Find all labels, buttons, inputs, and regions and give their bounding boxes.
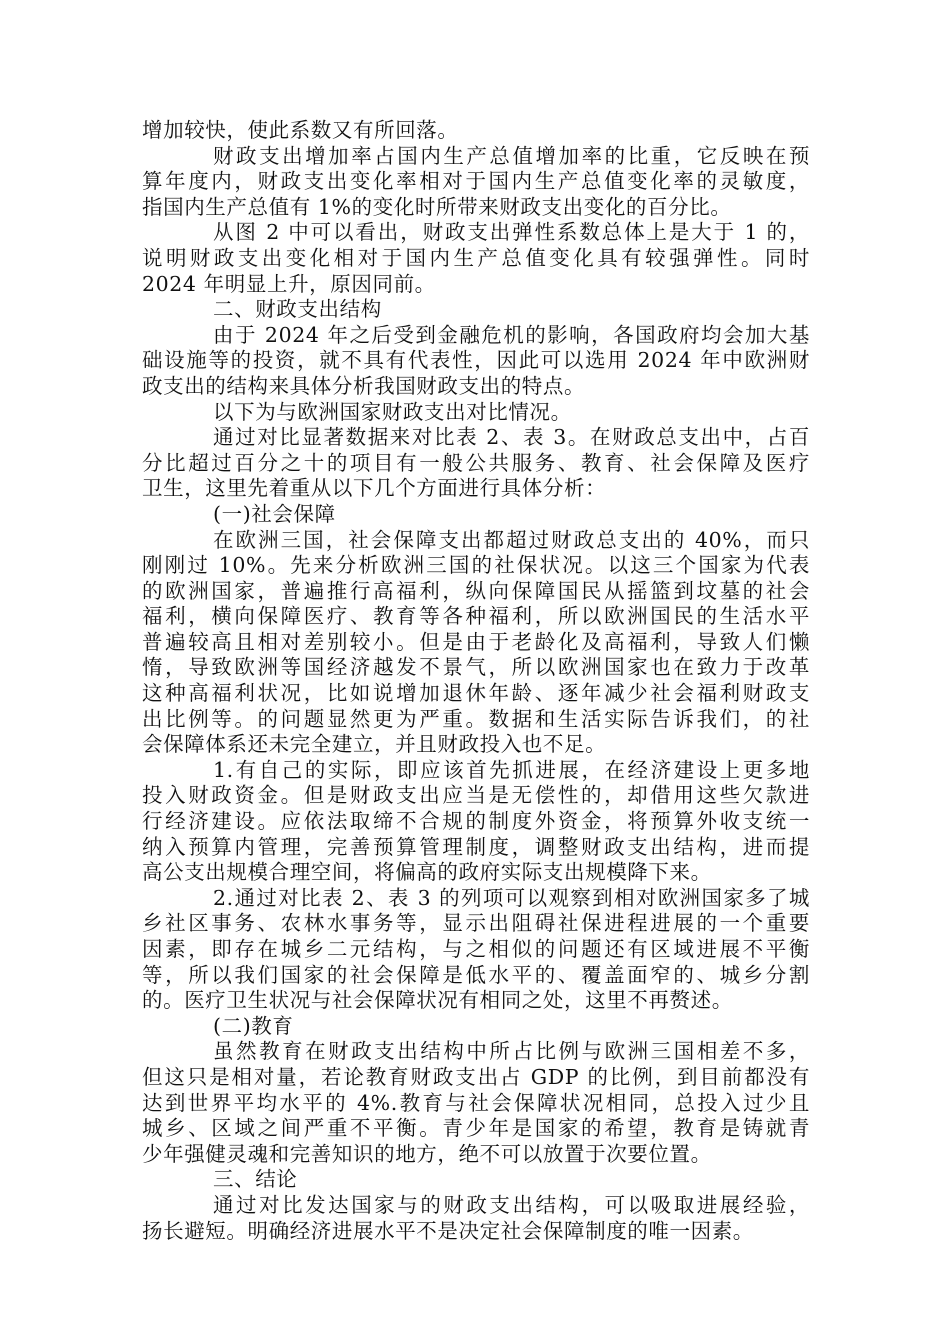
text-line: 刚刚过 10%。先来分析欧洲三国的社保状况。以这三个国家为代表 [142,553,810,578]
text-line: 卫生，这里先着重从以下几个方面进行具体分析： [142,476,607,501]
paragraph-continuation [142,118,810,144]
text-line: 说明财政支出变化相对于国内生产总值变化具有较强弹性。同时 [142,245,810,270]
section-heading-2 [142,297,810,323]
text-line: 达到世界平均水平的 4%.教育与社会保障状况相同，总投入过少且 [142,1090,810,1115]
paragraph-social-security [142,528,810,758]
text-line: 础设施等的投资，就不具有代表性，因此可以选用 2024 年中欧洲财 [142,348,810,373]
paragraph-conclusion [142,1193,810,1244]
paragraph-expenditure-ratio [142,144,810,221]
text-line: 以下为与欧洲国家财政支出对比情况。 [213,399,572,424]
text-line: 通过对比显著数据来对比表 2、表 3。在财政总支出中，占百 [213,425,810,450]
text-line: 分比超过百分之十的项目有一般公共服务、教育、社会保障及医疗 [142,450,810,475]
heading-text: (二)教育 [213,1013,294,1038]
document-body [142,118,810,1244]
text-line: 惰，导致欧洲等国经济越发不景气，所以欧洲国家也在致力于改革 [142,655,810,680]
heading-text: (一)社会保障 [213,501,336,526]
text-line: 指国内生产总值有 1%的变化时所带来财政支出变化的百分比。 [142,194,732,219]
text-line: 通过对比发达国家与的财政支出结构，可以吸取进展经验， [213,1192,810,1217]
subsection-heading-social-security [142,502,810,528]
paragraph-table-comparison [142,425,810,502]
text-line: 等，所以我们国家的社会保障是低水平的、覆盖面窄的、城乡分割 [142,962,810,987]
paragraph-point-2 [142,886,810,1014]
text-line: 行经济建设。应依法取缔不合规的制度外资金，将预算外收支统一 [142,809,810,834]
subsection-heading-education [142,1014,810,1040]
text-line: 由于 2024 年之后受到金融危机的影响，各国政府均会加大基 [213,322,810,347]
paragraph-point-1 [142,758,810,886]
text-line: 算年度内，财政支出变化率相对于国内生产总值变化率的灵敏度， [142,169,810,194]
text-line: 从图 2 中可以看出，财政支出弹性系数总体上是大于 1 的， [213,220,810,245]
paragraph-comparison-intro [142,400,810,426]
section-heading-3 [142,1167,810,1193]
text-line: 纳入预算内管理，完善预算管理制度，调整财政支出结构，进而提 [142,834,810,859]
paragraph-figure-2 [142,220,810,297]
text-line: 会保障体系还未完全建立，并且财政投入也不足。 [142,732,607,757]
text-line: 投入财政资金。但是财政支出应当是无偿性的，却借用这些欠款进 [142,783,810,808]
text-line: 2024 年明显上升，原因同前。 [142,271,436,296]
heading-text: 二、财政支出结构 [213,297,382,322]
text-line: 在欧洲三国，社会保障支出都超过财政总支出的 40%，而只 [213,527,810,552]
text-line: 这种高福利状况，比如说增加退休年龄、逐年减少社会福利财政支 [142,681,810,706]
text-line: 1.有自己的实际，即应该首先抓进展，在经济建设上更多地 [213,757,810,782]
text-line: 2.通过对比表 2、表 3 的列项可以观察到相对欧洲国家多了城 [213,885,810,910]
text-line: 扬长避短。明确经济进展水平不是决定社会保障制度的唯一因素。 [142,1218,754,1243]
text-line: 城乡、区域之间严重不平衡。青少年是国家的希望，教育是铸就青 [142,1116,810,1141]
text-line: 财政支出增加率占国内生产总值增加率的比重，它反映在预 [213,143,810,168]
text-line: 乡社区事务、农林水事务等，显示出阻碍社保进程进展的一个重要 [142,911,810,936]
text-line: 少年强健灵魂和完善知识的地方，绝不可以放置于次要位置。 [142,1141,712,1166]
text-line: 福利，横向保障医疗、教育等各种福利，所以欧洲国民的生活水平 [142,604,810,629]
text-line: 高公支出规模合理空间，将偏高的政府实际支出规模降下来。 [142,860,712,885]
text-line: 的。医疗卫生状况与社会保障状况有相同之处，这里不再赘述。 [142,988,733,1013]
text-line: 政支出的结构来具体分析我国财政支出的特点。 [142,373,586,398]
text-line: 因素，即存在城乡二元结构，与之相似的问题还有区域进展不平衡 [142,937,810,961]
text-line: 虽然教育在财政支出结构中所占比例与欧洲三国相差不多， [213,1039,810,1064]
text-line: 普遍较高且相对差别较小。但是由于老龄化及高福利，导致人们懒 [142,629,810,654]
text-line: 但这只是相对量，若论教育财政支出占 GDP 的比例，到目前都没有 [142,1064,810,1089]
text-line: 出比例等。的问题显然更为严重。数据和生活实际告诉我们，的社 [142,706,810,731]
text-line: 的欧洲国家，普遍推行高福利，纵向保障国民从摇篮到坟墓的社会 [142,578,810,603]
text-line: 增加较快，使此系数又有所回落。 [142,118,459,142]
paragraph-education [142,1039,810,1167]
paragraph-structure [142,323,810,400]
heading-text: 三、结论 [213,1167,298,1192]
